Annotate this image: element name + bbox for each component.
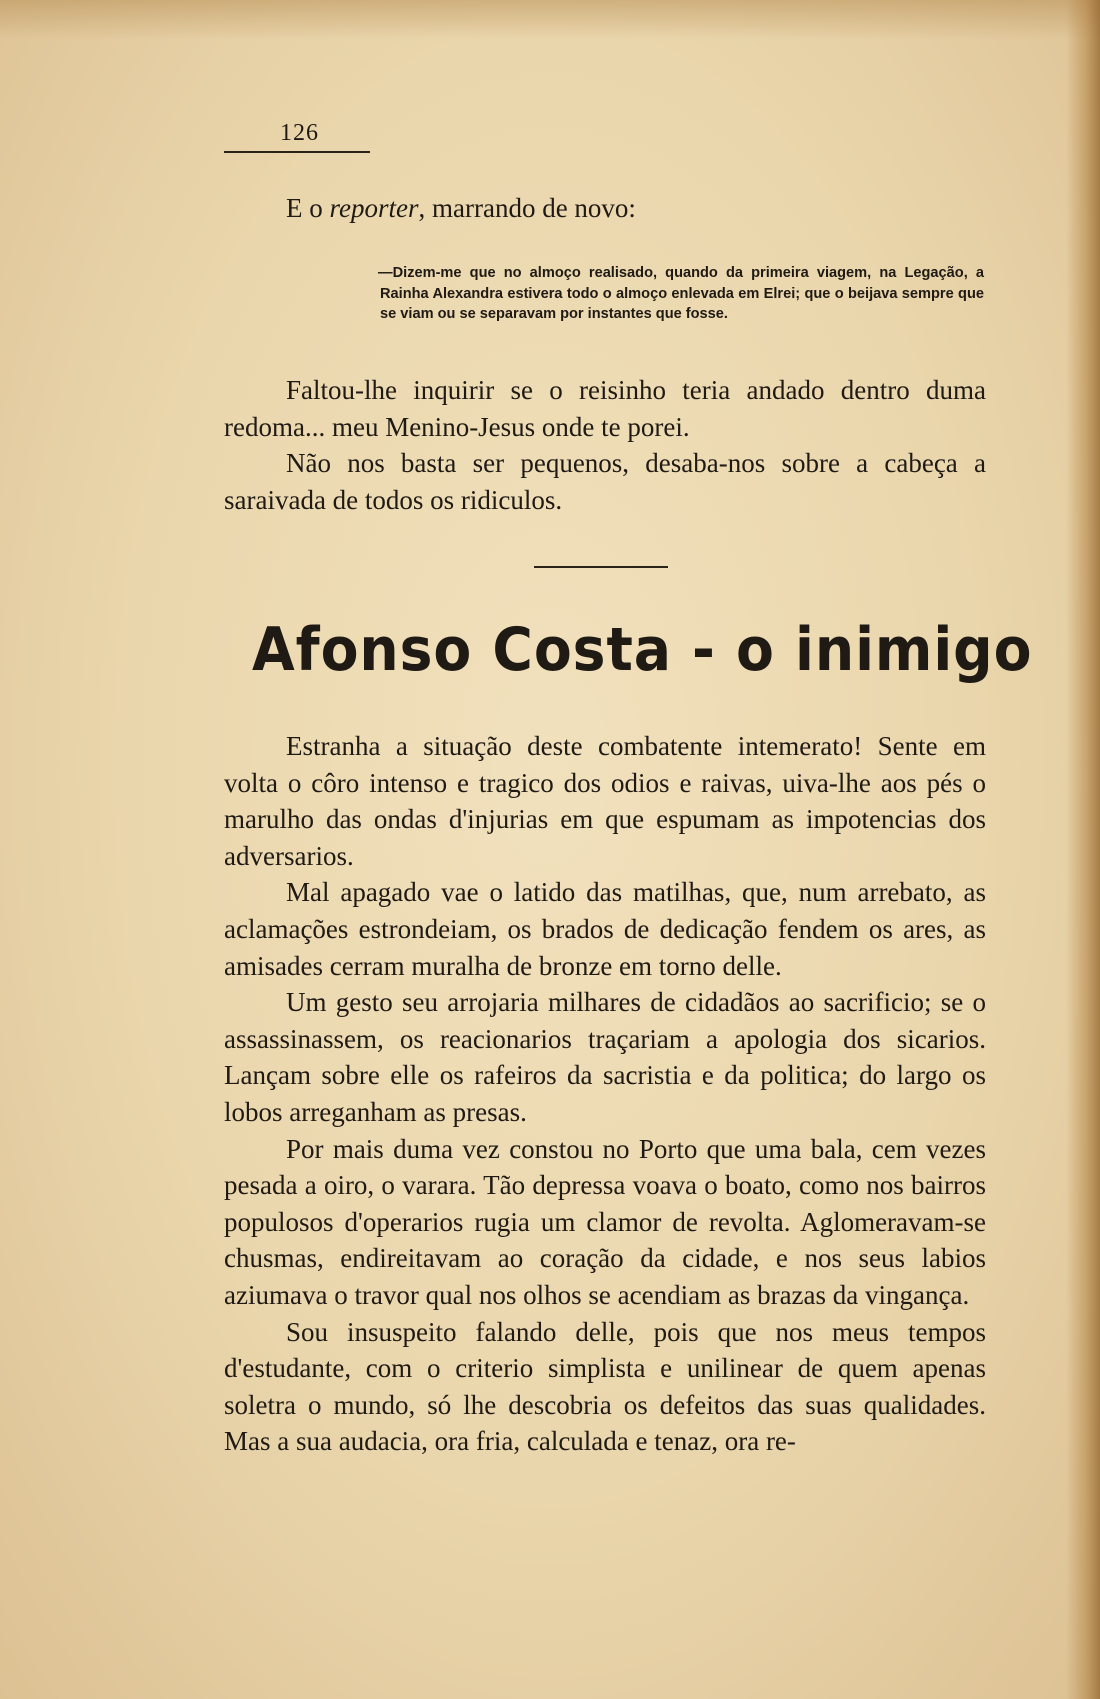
paragraph-2: Mal apagado vae o latido das matilhas, que, num arrebato, as aclamações estrondeiam, os brados de dedicação fendem os ares, as amisades cerram muralha de bronze em torno delle.: [224, 877, 986, 981]
paragraph-before-2: Não nos basta ser pequenos, desaba-nos sobre a cabeça a saraivada de todos os ridiculos.: [224, 448, 986, 515]
paragraph-4: Por mais duma vez constou no Porto que uma bala, cem vezes pesada a oiro, o varara. Tão depressa voava o boato, como nos bairros populosos d'operarios rugia um clamor de revolta. Aglomeravam-se chusmas, endireitavam ao coração da cidade, e nos seus labios aziumava o travor qual nos olhos se acendiam as brazas da vingança.: [224, 1133, 986, 1310]
section-title: Afonso Costa - o inimigo: [252, 615, 1033, 685]
intro-emphasis: reporter: [329, 193, 419, 223]
intro-suffix: , marrando de novo:: [418, 193, 636, 223]
paragraph-1: Estranha a situação deste combatente intemerato! Sente em volta o côro intenso e tragico dos odios e raivas, uiva-lhe aos pés o marulho das ondas d'injurias em que espumam as impotencias dos adversarios.: [224, 731, 986, 871]
paragraph-before-1: Faltou-lhe inquirir se o reisinho teria andado dentro duma redoma... meu Menino-Jesus onde te porei.: [224, 375, 986, 442]
section-body: [224, 728, 986, 1460]
paragraphs-before-section: [224, 372, 986, 518]
paragraph-3: Um gesto seu arrojaria milhares de cidadãos ao sacrificio; se o assassinassem, os reacionarios traçariam a apologia dos sicarios. Lançam sobre elle os rafeiros da sacristia e da politica; do largo os lobos arreganham as presas.: [224, 987, 986, 1127]
intro-prefix: E o: [286, 193, 330, 223]
quoted-report: —Dizem-me que no almoço realisado, quando da primeira viagem, na Legação, a Rainha Alexandra estivera todo o almoço enlevada em Elrei; que o beijava sempre que se viam ou se separavam por instantes que fosse.: [378, 265, 984, 323]
page-edge-shadow-right: [1066, 0, 1100, 1699]
section-divider: [534, 566, 668, 568]
intro-line: [224, 190, 986, 227]
paragraph-5: Sou insuspeito falando delle, pois que nos meus tempos d'estudante, com o criterio simplista e unilinear de quem apenas soletra o mundo, só lhe descobria os defeitos das suas qualidades. Mas a sua audacia, ora fria, calculada e tenaz, ora re-: [224, 1316, 986, 1457]
page-edge-shadow-top: [0, 0, 1100, 40]
page-number: 126: [280, 120, 319, 146]
page-number-rule: [224, 151, 370, 153]
